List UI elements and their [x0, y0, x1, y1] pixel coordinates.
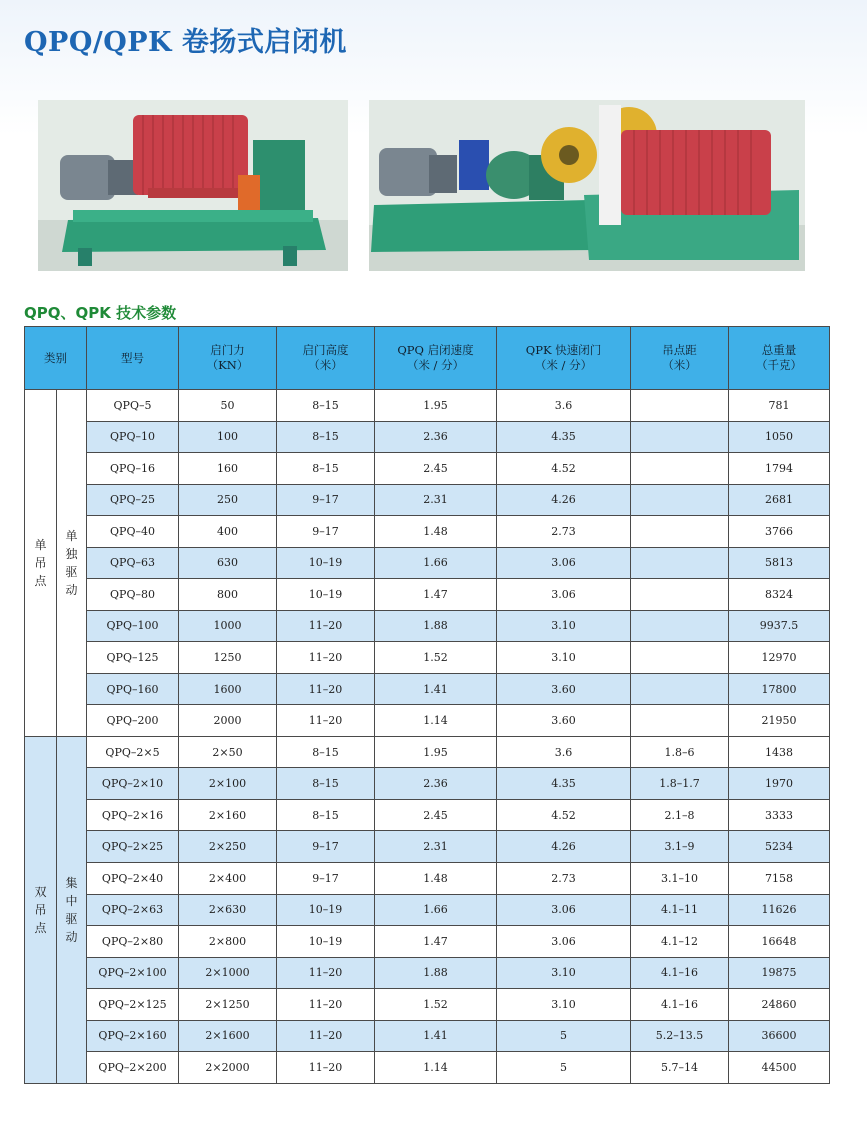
table-cell: 5234 — [729, 831, 830, 863]
table-cell: 2.45 — [375, 453, 497, 485]
table-cell: 5.2–13.5 — [631, 1020, 729, 1052]
table-cell: 1794 — [729, 453, 830, 485]
header-label: QPQ 启闭速度 — [397, 343, 474, 357]
table-cell: 8–15 — [277, 453, 375, 485]
table-cell: 11–20 — [277, 673, 375, 705]
table-cell: 400 — [179, 516, 277, 548]
table-cell: QPQ–2×40 — [87, 862, 179, 894]
table-row — [25, 736, 830, 768]
table-row — [25, 705, 830, 737]
table-cell: QPQ–2×200 — [87, 1052, 179, 1084]
table-cell: 17800 — [729, 673, 830, 705]
table-cell: QPQ–40 — [87, 516, 179, 548]
table-cell: 3.06 — [497, 894, 631, 926]
table-cell: 1.47 — [375, 926, 497, 958]
table-cell: 2×1250 — [179, 989, 277, 1021]
header-cell — [497, 327, 631, 390]
table-cell: 5 — [497, 1052, 631, 1084]
table-cell — [631, 642, 729, 674]
table-cell — [631, 484, 729, 516]
winch-photo-double — [369, 100, 805, 271]
table-cell: 3333 — [729, 799, 830, 831]
table-cell: 8–15 — [277, 421, 375, 453]
table-row — [25, 579, 830, 611]
table-row — [25, 926, 830, 958]
table-cell: 1.66 — [375, 547, 497, 579]
table-cell: 2×400 — [179, 862, 277, 894]
header-label: 类别 — [44, 350, 67, 365]
table-cell: 100 — [179, 421, 277, 453]
table-cell: 2.31 — [375, 484, 497, 516]
table-header — [25, 327, 830, 390]
table-cell: QPQ–16 — [87, 453, 179, 485]
table-cell — [631, 673, 729, 705]
drive-label: 单独驱动 — [65, 528, 78, 597]
table-cell: 9–17 — [277, 862, 375, 894]
table-cell: 1.14 — [375, 705, 497, 737]
header-cell — [87, 327, 179, 390]
table-cell: 4.35 — [497, 768, 631, 800]
table-cell: 1000 — [179, 610, 277, 642]
table-cell: 1.66 — [375, 894, 497, 926]
table-row — [25, 862, 830, 894]
table-cell: 4.35 — [497, 421, 631, 453]
table-cell: 11–20 — [277, 1052, 375, 1084]
table-cell: 1050 — [729, 421, 830, 453]
table-cell: 4.1–11 — [631, 894, 729, 926]
table-cell: 3.1–10 — [631, 862, 729, 894]
table-cell: 2×100 — [179, 768, 277, 800]
table-cell — [631, 390, 729, 422]
table-cell: 160 — [179, 453, 277, 485]
table-cell: 2681 — [729, 484, 830, 516]
table-cell: 2×1600 — [179, 1020, 277, 1052]
table-cell: 3.06 — [497, 926, 631, 958]
table-cell: 2×250 — [179, 831, 277, 863]
table-cell: 250 — [179, 484, 277, 516]
table-cell: QPQ–25 — [87, 484, 179, 516]
page-title: QPQ/QPK 卷扬式启闭机 — [24, 27, 347, 58]
table-cell: 8324 — [729, 579, 830, 611]
table-cell: 44500 — [729, 1052, 830, 1084]
table-cell: 2.1–8 — [631, 799, 729, 831]
table-cell: 4.52 — [497, 453, 631, 485]
table-cell: 50 — [179, 390, 277, 422]
table-cell: 3.10 — [497, 957, 631, 989]
table-cell: 1.41 — [375, 673, 497, 705]
table-cell: 11–20 — [277, 957, 375, 989]
table-cell: 8–15 — [277, 799, 375, 831]
header-label: 型号 — [121, 350, 144, 365]
table-cell: 2×50 — [179, 736, 277, 768]
table-cell: 3766 — [729, 516, 830, 548]
table-cell: 1600 — [179, 673, 277, 705]
table-cell: 36600 — [729, 1020, 830, 1052]
table-cell: 1.47 — [375, 579, 497, 611]
table-row — [25, 484, 830, 516]
header-label: 启门高度 — [302, 343, 349, 357]
table-cell: QPQ–63 — [87, 547, 179, 579]
table-cell: 4.52 — [497, 799, 631, 831]
table-row — [25, 610, 830, 642]
table-cell: QPQ–100 — [87, 610, 179, 642]
header-label: 总重量 — [761, 343, 797, 357]
table-cell: 3.60 — [497, 705, 631, 737]
table-cell: 2.73 — [497, 516, 631, 548]
table-cell: 2.31 — [375, 831, 497, 863]
table-cell: 1.14 — [375, 1052, 497, 1084]
table-cell: 2×630 — [179, 894, 277, 926]
table-cell: 3.10 — [497, 642, 631, 674]
table-cell: 2×800 — [179, 926, 277, 958]
table-cell: 2×2000 — [179, 1052, 277, 1084]
table-cell: 1.88 — [375, 957, 497, 989]
header-label: QPK 快速闭门 — [525, 343, 602, 357]
table-row — [25, 1052, 830, 1084]
table-cell: 21950 — [729, 705, 830, 737]
table-cell: QPQ–2×63 — [87, 894, 179, 926]
header-label: 启门力 — [210, 343, 245, 357]
table-cell: 1.52 — [375, 642, 497, 674]
table-cell: QPQ–80 — [87, 579, 179, 611]
table-cell: QPQ–2×125 — [87, 989, 179, 1021]
section-title: QPQ、QPK 技术参数 — [24, 304, 177, 322]
table-cell: 5813 — [729, 547, 830, 579]
header-cell — [179, 327, 277, 390]
table-cell: 1.8–6 — [631, 736, 729, 768]
table-cell: 1.48 — [375, 862, 497, 894]
table-cell: 8–15 — [277, 736, 375, 768]
header-cell — [25, 327, 87, 390]
table-cell — [631, 516, 729, 548]
table-cell: 11–20 — [277, 705, 375, 737]
table-cell: 8–15 — [277, 390, 375, 422]
table-cell: 9–17 — [277, 516, 375, 548]
spec-table — [24, 326, 830, 1084]
table-cell: 1.52 — [375, 989, 497, 1021]
winch-photo-single — [38, 100, 348, 271]
table-cell: 2.36 — [375, 768, 497, 800]
table-cell: 9–17 — [277, 831, 375, 863]
table-cell: QPQ–2×10 — [87, 768, 179, 800]
table-cell: 4.26 — [497, 484, 631, 516]
table-row — [25, 957, 830, 989]
table-cell: 19875 — [729, 957, 830, 989]
category-cell — [25, 390, 57, 737]
table-cell: QPQ–10 — [87, 421, 179, 453]
table-cell: 1.41 — [375, 1020, 497, 1052]
table-cell: QPQ–200 — [87, 705, 179, 737]
table-cell: QPQ–5 — [87, 390, 179, 422]
table-row — [25, 831, 830, 863]
table-cell: 3.06 — [497, 579, 631, 611]
header-cell — [729, 327, 830, 390]
table-cell: 4.26 — [497, 831, 631, 863]
table-cell: 781 — [729, 390, 830, 422]
table-cell: 3.06 — [497, 547, 631, 579]
category-label: 单吊点 — [34, 537, 47, 588]
table-row — [25, 799, 830, 831]
table-cell: 1.95 — [375, 736, 497, 768]
table-row — [25, 547, 830, 579]
header-unit: （米） — [662, 358, 697, 372]
table-cell: 1970 — [729, 768, 830, 800]
table-cell: 1438 — [729, 736, 830, 768]
table-row — [25, 673, 830, 705]
table-cell: 2.73 — [497, 862, 631, 894]
header-unit: （千克） — [756, 358, 802, 372]
table-cell: 5.7–14 — [631, 1052, 729, 1084]
table-cell — [631, 421, 729, 453]
table-cell: 16648 — [729, 926, 830, 958]
table-cell: 5 — [497, 1020, 631, 1052]
table-cell: 2000 — [179, 705, 277, 737]
table-cell: 630 — [179, 547, 277, 579]
table-cell: 1.48 — [375, 516, 497, 548]
table-cell: 800 — [179, 579, 277, 611]
table-cell: QPQ–2×160 — [87, 1020, 179, 1052]
table-row — [25, 390, 830, 422]
table-cell — [631, 547, 729, 579]
table-cell: 10–19 — [277, 579, 375, 611]
table-cell: QPQ–2×25 — [87, 831, 179, 863]
table-cell — [631, 453, 729, 485]
table-cell: 8–15 — [277, 768, 375, 800]
category-label: 双吊点 — [34, 884, 47, 935]
table-row — [25, 421, 830, 453]
table-body — [25, 390, 830, 1084]
table-cell: 1250 — [179, 642, 277, 674]
table-row — [25, 989, 830, 1021]
table-cell: 4.1–16 — [631, 957, 729, 989]
table-row — [25, 642, 830, 674]
table-cell: 3.10 — [497, 610, 631, 642]
table-cell: 11–20 — [277, 1020, 375, 1052]
table-row — [25, 1020, 830, 1052]
header-cell — [631, 327, 729, 390]
header-unit: （米 / 分） — [534, 358, 593, 372]
table-cell: 4.1–16 — [631, 989, 729, 1021]
header-unit: （KN） — [206, 358, 249, 372]
table-cell: 10–19 — [277, 926, 375, 958]
drive-cell — [57, 736, 87, 1083]
header-row — [25, 327, 830, 390]
table-cell: 24860 — [729, 989, 830, 1021]
table-cell: 4.1–12 — [631, 926, 729, 958]
table-cell: 1.88 — [375, 610, 497, 642]
table-cell — [631, 610, 729, 642]
header-cell — [375, 327, 497, 390]
table-cell: 2.36 — [375, 421, 497, 453]
table-cell: 9937.5 — [729, 610, 830, 642]
table-cell: 9–17 — [277, 484, 375, 516]
table-cell: 1.8–1.7 — [631, 768, 729, 800]
table-cell: 11–20 — [277, 610, 375, 642]
table-cell: 3.6 — [497, 736, 631, 768]
table-row — [25, 768, 830, 800]
table-cell: QPQ–2×16 — [87, 799, 179, 831]
header-unit: （米 / 分） — [406, 358, 465, 372]
drive-cell — [57, 390, 87, 737]
table-cell: 1.95 — [375, 390, 497, 422]
table-cell: 7158 — [729, 862, 830, 894]
table-cell: 12970 — [729, 642, 830, 674]
table-cell: 3.6 — [497, 390, 631, 422]
table-cell: QPQ–160 — [87, 673, 179, 705]
table-cell: 3.10 — [497, 989, 631, 1021]
table-cell: 10–19 — [277, 547, 375, 579]
table-cell — [631, 579, 729, 611]
table-cell: 3.60 — [497, 673, 631, 705]
table-cell: QPQ–2×100 — [87, 957, 179, 989]
table-cell: 2×160 — [179, 799, 277, 831]
table-cell: QPQ–125 — [87, 642, 179, 674]
table-row — [25, 453, 830, 485]
table-cell: 11626 — [729, 894, 830, 926]
drive-label: 集中驱动 — [65, 875, 78, 944]
category-cell — [25, 736, 57, 1083]
table-cell: QPQ–2×5 — [87, 736, 179, 768]
table-cell: 10–19 — [277, 894, 375, 926]
table-cell: QPQ–2×80 — [87, 926, 179, 958]
header-unit: （米） — [308, 358, 343, 372]
table-row — [25, 516, 830, 548]
table-cell — [631, 705, 729, 737]
table-row — [25, 894, 830, 926]
table-cell: 11–20 — [277, 642, 375, 674]
table-cell: 2×1000 — [179, 957, 277, 989]
header-label: 吊点距 — [662, 343, 697, 357]
header-cell — [277, 327, 375, 390]
table-cell: 3.1–9 — [631, 831, 729, 863]
table-cell: 11–20 — [277, 989, 375, 1021]
table-cell: 2.45 — [375, 799, 497, 831]
